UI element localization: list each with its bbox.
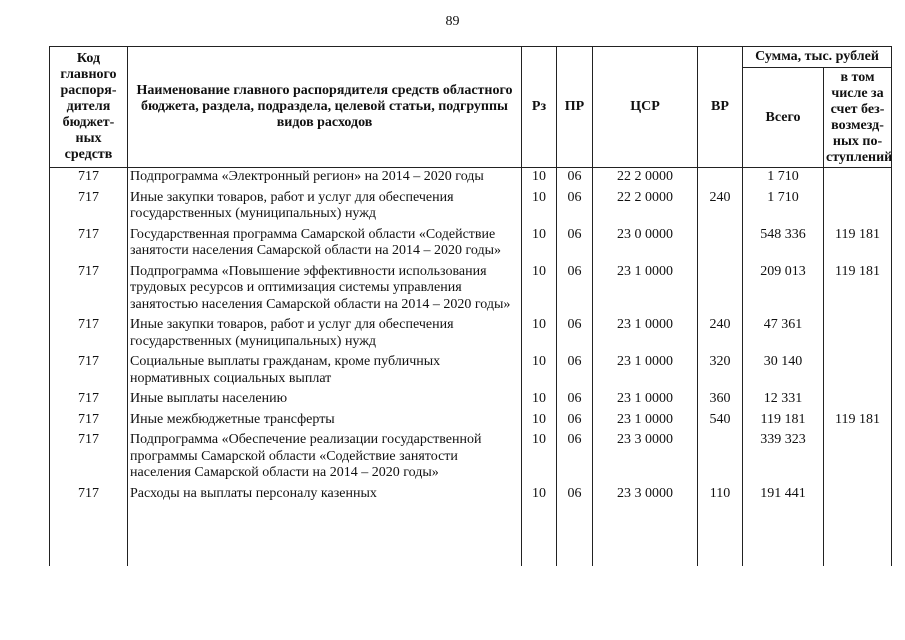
cell-total: 339 323: [743, 431, 824, 485]
cell-vr: 540: [698, 411, 743, 432]
cell-vr: 320: [698, 353, 743, 390]
table-continuation-cell: [522, 505, 557, 566]
header-rz: Рз: [522, 47, 557, 168]
table-row: [50, 353, 892, 390]
cell-grant: [824, 485, 892, 506]
table-continuation-cell: [698, 505, 743, 566]
cell-grant: [824, 353, 892, 390]
cell-csr: 23 3 0000: [593, 485, 698, 506]
cell-pr: 06: [557, 353, 593, 390]
table-row: [50, 390, 892, 411]
cell-grant: 119 181: [824, 226, 892, 263]
cell-rz: 10: [522, 168, 557, 189]
budget-table: [49, 46, 892, 566]
cell-name: Подпрограмма «Повышение эффективности использования трудовых ресурсов и оптимизация системы управления занятостью населения Самарской области на 2014 – 2020 годы»: [128, 263, 522, 317]
cell-vr: [698, 168, 743, 189]
cell-rz: 10: [522, 431, 557, 485]
header-csr: ЦСР: [593, 47, 698, 168]
header-code: Код главного распоря-дителя бюджет-ных средств: [50, 47, 128, 168]
header-vr: ВР: [698, 47, 743, 168]
cell-vr: 110: [698, 485, 743, 506]
cell-code: 717: [50, 226, 128, 263]
header-grant: в том числе за счет без-возмезд-ных по-ступлений: [824, 68, 892, 168]
cell-vr: 360: [698, 390, 743, 411]
table-continuation-cell: [824, 505, 892, 566]
cell-code: 717: [50, 390, 128, 411]
cell-rz: 10: [522, 411, 557, 432]
cell-code: 717: [50, 411, 128, 432]
cell-total: 209 013: [743, 263, 824, 317]
cell-csr: 23 1 0000: [593, 316, 698, 353]
cell-grant: [824, 316, 892, 353]
cell-pr: 06: [557, 263, 593, 317]
header-sum: Сумма, тыс. рублей: [743, 47, 892, 68]
cell-csr: 23 3 0000: [593, 431, 698, 485]
table-row: [50, 226, 892, 263]
cell-name: Подпрограмма «Обеспечение реализации государственной программы Самарской области «Содействие занятости населения Самарской области на 2014 – 2020 годы»: [128, 431, 522, 485]
cell-total: 191 441: [743, 485, 824, 506]
cell-grant: [824, 168, 892, 189]
cell-code: 717: [50, 189, 128, 226]
cell-code: 717: [50, 485, 128, 506]
cell-total: 12 331: [743, 390, 824, 411]
cell-total: 119 181: [743, 411, 824, 432]
cell-vr: [698, 263, 743, 317]
cell-rz: 10: [522, 316, 557, 353]
cell-pr: 06: [557, 485, 593, 506]
cell-name: Государственная программа Самарской области «Содействие занятости населения Самарской области на 2014 – 2020 годы»: [128, 226, 522, 263]
cell-pr: 06: [557, 168, 593, 189]
cell-total: 548 336: [743, 226, 824, 263]
cell-csr: 23 1 0000: [593, 390, 698, 411]
cell-vr: 240: [698, 316, 743, 353]
cell-vr: 240: [698, 189, 743, 226]
cell-grant: [824, 431, 892, 485]
cell-total: 1 710: [743, 189, 824, 226]
cell-pr: 06: [557, 189, 593, 226]
cell-grant: [824, 189, 892, 226]
table-continuation-cell: [743, 505, 824, 566]
table-row: [50, 263, 892, 317]
cell-pr: 06: [557, 411, 593, 432]
cell-grant: [824, 390, 892, 411]
cell-name: Иные межбюджетные трансферты: [128, 411, 522, 432]
cell-vr: [698, 226, 743, 263]
cell-pr: 06: [557, 316, 593, 353]
page-number: 89: [445, 14, 460, 29]
cell-csr: 23 1 0000: [593, 353, 698, 390]
cell-pr: 06: [557, 431, 593, 485]
table-row: [50, 189, 892, 226]
cell-csr: 23 1 0000: [593, 263, 698, 317]
cell-grant: 119 181: [824, 263, 892, 317]
cell-code: 717: [50, 316, 128, 353]
cell-csr: 23 0 0000: [593, 226, 698, 263]
header-total: Всего: [743, 68, 824, 168]
header-name: Наименование главного распорядителя средств областного бюджета, раздела, подраздела, целевой статьи, подгруппы видов расходов: [128, 47, 522, 168]
cell-name: Иные закупки товаров, работ и услуг для обеспечения государственных (муниципальных) нужд: [128, 316, 522, 353]
table-continuation-cell: [557, 505, 593, 566]
header-pr: ПР: [557, 47, 593, 168]
cell-code: 717: [50, 168, 128, 189]
cell-pr: 06: [557, 226, 593, 263]
cell-total: 30 140: [743, 353, 824, 390]
cell-rz: 10: [522, 189, 557, 226]
cell-pr: 06: [557, 390, 593, 411]
table-row: [50, 411, 892, 432]
table-row: [50, 431, 892, 485]
table-body: [50, 168, 892, 566]
cell-csr: 22 2 0000: [593, 189, 698, 226]
cell-total: 47 361: [743, 316, 824, 353]
cell-grant: 119 181: [824, 411, 892, 432]
cell-rz: 10: [522, 353, 557, 390]
cell-name: Иные выплаты населению: [128, 390, 522, 411]
cell-csr: 23 1 0000: [593, 411, 698, 432]
cell-rz: 10: [522, 263, 557, 317]
table-continuation-cell: [593, 505, 698, 566]
cell-total: 1 710: [743, 168, 824, 189]
table-row: [50, 316, 892, 353]
cell-vr: [698, 431, 743, 485]
cell-rz: 10: [522, 226, 557, 263]
cell-code: 717: [50, 431, 128, 485]
cell-rz: 10: [522, 485, 557, 506]
cell-name: Иные закупки товаров, работ и услуг для обеспечения государственных (муниципальных) нужд: [128, 189, 522, 226]
table-continuation-cell: [128, 505, 522, 566]
cell-name: Расходы на выплаты персоналу казенных: [128, 485, 522, 506]
table-continuation-cell: [50, 505, 128, 566]
cell-csr: 22 2 0000: [593, 168, 698, 189]
table-row: [50, 485, 892, 506]
cell-rz: 10: [522, 390, 557, 411]
cell-code: 717: [50, 263, 128, 317]
table-row: [50, 168, 892, 189]
cell-name: Подпрограмма «Электронный регион» на 2014 – 2020 годы: [128, 168, 522, 189]
cell-name: Социальные выплаты гражданам, кроме публичных нормативных социальных выплат: [128, 353, 522, 390]
cell-code: 717: [50, 353, 128, 390]
